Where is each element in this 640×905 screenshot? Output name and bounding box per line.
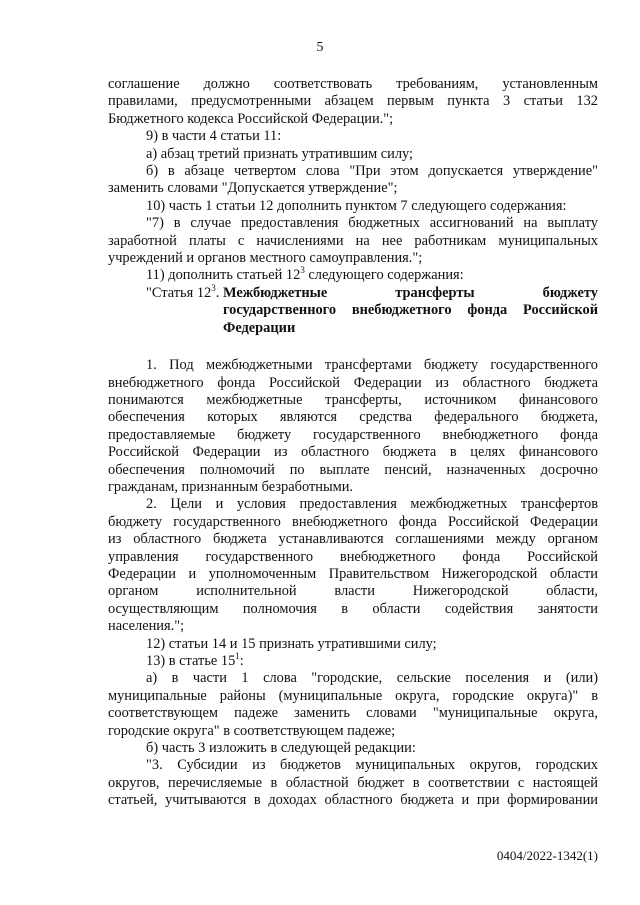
text-line <box>108 653 598 670</box>
text-line: осуществляющим полномочия в области содействия занятости <box>108 600 598 617</box>
superscript: 1 <box>235 651 240 662</box>
text-line: учреждений и органов местного самоуправления."; <box>108 250 423 267</box>
article-label <box>146 285 223 337</box>
text-line: органом исполнительной власти Нижегородской области, <box>108 583 598 600</box>
text-line: заменить словами "Допускается утверждение"; <box>108 180 398 197</box>
text-line: статьей, учитываются в доходах областного бюджета и при формировании <box>108 792 598 809</box>
text-line: округов, перечисляемые в областной бюджет в соответствии с настоящей <box>108 774 598 791</box>
document-body <box>108 76 598 810</box>
text-fragment: 13) в статье 15 <box>146 653 236 669</box>
document-code: 0404/2022-1342(1) <box>496 848 598 863</box>
text-line: а) в части 1 слова "городские, сельские поселения и (или) <box>146 670 598 687</box>
article-title-line: Межбюджетные трансферты бюджету <box>222 284 598 301</box>
text-fragment: следующего содержания: <box>304 267 464 284</box>
text-fragment: 11) дополнить статьей 12 <box>146 267 301 284</box>
superscript: 3 <box>211 283 216 294</box>
text-line: б) в абзаце четвертом слова "При этом допускается утверждение" <box>146 163 598 180</box>
article-label-dot: . <box>215 284 220 301</box>
text-line: населения."; <box>108 618 185 635</box>
article-heading <box>108 285 598 337</box>
superscript: 3 <box>300 265 305 276</box>
text-line: городские округа" в соответствующем падеже; <box>108 722 396 739</box>
article-label-text: "Статья 12 <box>146 284 212 301</box>
article-title <box>223 285 598 337</box>
text-line: бюджету государственного внебюджетного фонда Российской Федерации <box>108 513 598 530</box>
text-line: соответствующем падеже заменить словами "муниципальные округа, <box>108 705 598 722</box>
text-line: гражданам, признанным безработными. <box>108 478 354 495</box>
text-line: муниципальные районы (муниципальные округа, городские округа)" в <box>108 687 598 704</box>
text-line: правилами, предусмотренными абзацем первым пункта 3 статьи 132 <box>108 93 598 110</box>
text-line: 9) в части 4 статьи 11: <box>146 128 282 145</box>
text-line: 10) часть 1 статьи 12 дополнить пунктом 7 следующего содержания: <box>146 197 567 214</box>
text-line: обеспечения полномочий по выплате пенсий, назначенных досрочно <box>108 461 598 478</box>
article-title-line: Федерации <box>222 319 296 336</box>
text-line: а) абзац третий признать утратившим силу; <box>146 145 414 162</box>
article-title-line: государственного внебюджетного фонда Российской <box>222 302 598 319</box>
text-line: заработной платы с начислениями на нее работникам муниципальных <box>108 232 598 249</box>
text-line: "3. Субсидии из бюджетов муниципальных округов, городских <box>146 757 598 774</box>
text-line: внебюджетного фонда Российской Федерации из областного бюджета <box>108 374 598 391</box>
text-line: Бюджетного кодекса Российской Федерации."; <box>108 110 394 127</box>
text-line: управления государственного внебюджетного фонда Российской <box>108 548 598 565</box>
text-line: предоставляемые бюджету государственного внебюджетного фонда <box>108 426 598 443</box>
text-line: "7) в случае предоставления бюджетных ассигнований на выплату <box>146 215 598 232</box>
text-line: обеспечения которых являются средства федерального бюджета, <box>108 409 598 426</box>
text-fragment: : <box>239 653 244 669</box>
text-line: 12) статьи 14 и 15 признать утратившими силу; <box>146 635 437 652</box>
text-line: Российской Федерации из областного бюджета в целях финансового <box>108 444 598 461</box>
text-line: 1. Под межбюджетными трансфертами бюджету государственного <box>146 357 598 374</box>
text-line: 2. Цели и условия предоставления межбюджетных трансфертов <box>146 496 598 513</box>
page-number: 5 <box>316 40 324 55</box>
text-line: соглашение должно соответствовать требованиям, установленным <box>108 76 598 92</box>
text-line: б) часть 3 изложить в следующей редакции: <box>146 740 416 757</box>
text-line: понимаются межбюджетные трансферты, источником финансового <box>108 391 598 408</box>
text-line: Федерации и уполномоченным Правительством Нижегородской области <box>108 565 598 582</box>
text-line: из областного бюджета устанавливаются соглашениями между органом <box>108 531 598 548</box>
text-line <box>108 267 598 284</box>
